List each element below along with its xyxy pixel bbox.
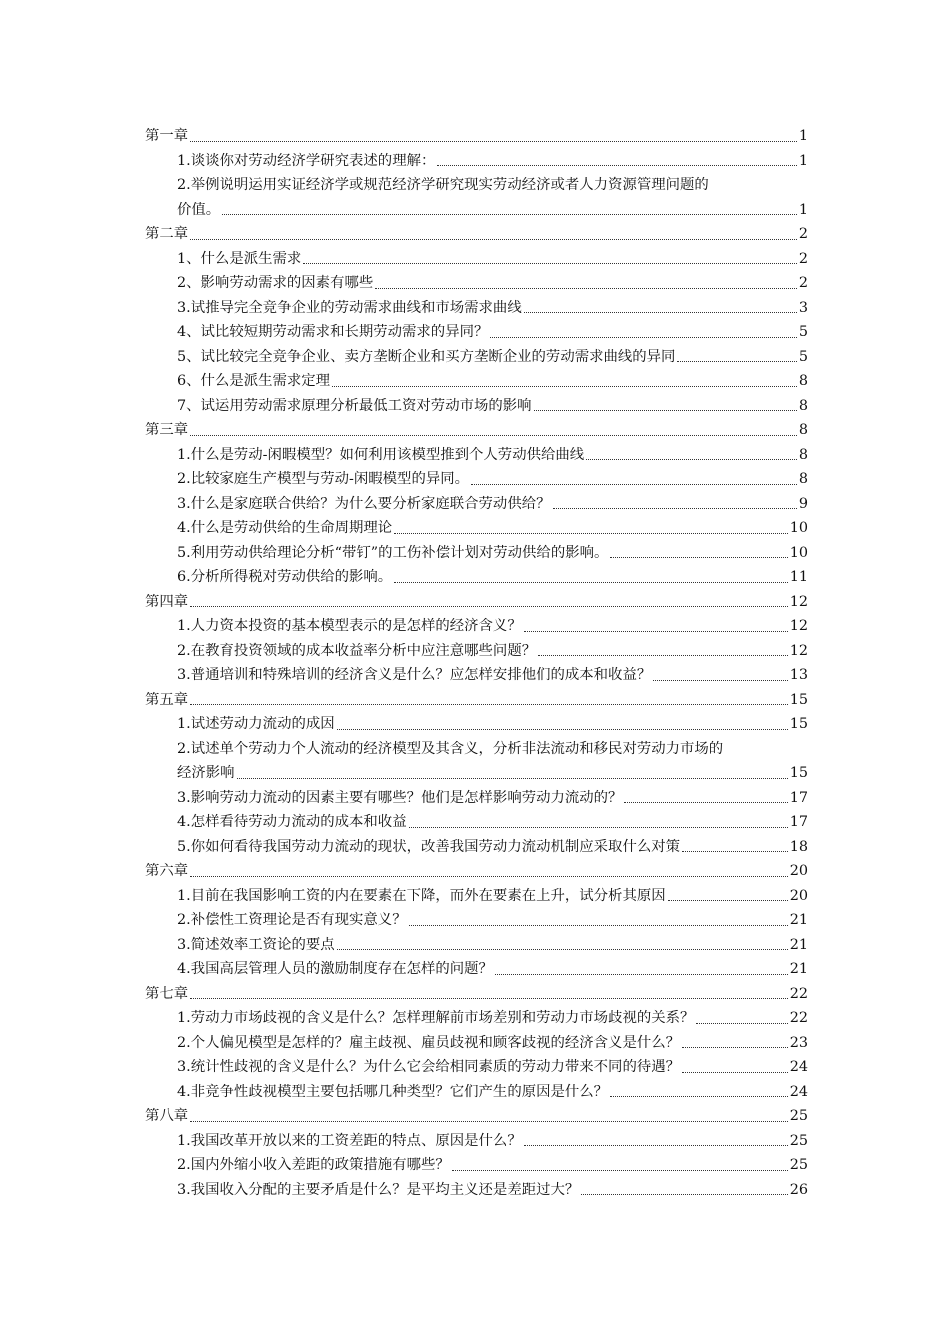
dot-leader [452,1170,788,1171]
toc-page-number: 21 [789,961,808,977]
toc-chapter-entry[interactable] [145,859,808,884]
dot-leader [337,949,788,950]
dot-leader [471,484,797,485]
toc-page-number: 3 [798,299,808,316]
dot-leader [190,239,797,240]
toc-entry[interactable] [145,247,808,272]
toc-page-number: 25 [789,1108,808,1124]
toc-entry-title: 1.劳动力市场歧视的含义是什么？怎样理解前市场差别和劳动力市场歧视的关系？ [177,1010,695,1026]
dot-leader [409,827,788,828]
toc-entry[interactable] [145,957,808,982]
toc-entry[interactable] [145,639,808,664]
toc-entry-title: 1、什么是派生需求 [177,250,302,267]
toc-entry[interactable] [145,1178,808,1203]
dot-leader [437,165,796,166]
toc-page-number: 18 [789,838,808,855]
toc-entry[interactable] [145,933,808,958]
toc-chapter-entry[interactable] [145,688,808,713]
toc-page-number: 15 [789,765,808,781]
toc-entry[interactable] [145,1129,808,1154]
dot-leader [586,459,797,460]
toc-entry-title: 1.什么是劳动-闲暇模型？如何利用该模型推到个人劳动供给曲线 [177,446,585,463]
toc-page-number: 12 [789,618,808,634]
toc-page-number: 12 [789,642,808,659]
toc-chapter-title: 第五章 [145,691,189,708]
toc-entry-wrapped[interactable] [145,737,808,786]
dot-leader [332,386,797,387]
toc-page-number: 9 [798,495,808,512]
dot-leader [190,704,788,705]
toc-page-number: 22 [789,1010,808,1026]
toc-entry-title: 2.补偿性工资理论是否有现实意义？ [177,912,407,928]
dot-leader [337,729,788,730]
toc-page-number: 23 [789,1034,808,1051]
dot-leader [524,312,797,313]
toc-page-number: 22 [789,985,808,1002]
toc-entry[interactable] [145,541,808,566]
dot-leader [624,802,787,803]
toc-entry[interactable] [145,443,808,468]
toc-page-number: 1 [798,152,808,169]
dot-leader [190,141,797,142]
toc-entry[interactable] [145,1055,808,1080]
toc-page-number: 12 [789,593,808,610]
toc-page-number: 11 [789,569,808,585]
toc-entry-title: 6.分析所得税对劳动供给的影响。 [177,569,393,585]
dot-leader [394,582,787,583]
toc-page-number: 1 [798,201,808,218]
toc-entry-title: 3.统计性歧视的含义是什么？为什么它会给相同素质的劳动力带来不同的待遇？ [177,1059,681,1075]
toc-entry[interactable] [145,394,808,419]
toc-entry-title: 3.什么是家庭联合供给？为什么要分析家庭联合劳动供给？ [177,495,551,512]
toc-entry[interactable] [145,884,808,909]
toc-chapter-title: 第二章 [145,226,189,242]
toc-page-number: 10 [789,544,808,561]
toc-page-number: 25 [789,1157,808,1173]
toc-chapter-entry[interactable] [145,418,808,443]
dot-leader [668,900,788,901]
toc-entry-title: 5.利用劳动供给理论分析“带钉”的工伤补偿计划对劳动供给的影响。 [177,544,609,561]
toc-entry-title: 1.试述劳动力流动的成因 [177,716,335,732]
toc-entry-title: 2.在教育投资领域的成本收益率分析中应注意哪些问题？ [177,642,537,659]
dot-leader [303,263,797,264]
toc-entry-title: 2.比较家庭生产模型与劳动-闲暇模型的异同。 [177,471,470,487]
toc-entry[interactable] [145,565,808,590]
dot-leader [553,508,797,509]
toc-page-number: 5 [798,324,808,340]
toc-entry-title: 2、影响劳动需求的因素有哪些 [177,275,374,291]
toc-entry-title: 3.简述效率工资论的要点 [177,936,335,953]
dot-leader [610,557,787,558]
dot-leader [490,337,796,338]
dot-leader [394,533,787,534]
dot-leader [682,1047,788,1048]
toc-chapter-entry[interactable] [145,590,808,615]
toc-entry[interactable] [145,712,808,737]
toc-page-number: 24 [789,1059,808,1075]
toc-chapter-title: 第一章 [145,128,189,144]
dot-leader [524,631,788,632]
dot-leader [190,435,797,436]
toc-entry-title: 2.个人偏见模型是怎样的？雇主歧视、雇员歧视和顾客歧视的经济含义是什么？ [177,1034,681,1051]
toc-page-number: 20 [789,887,808,904]
toc-page-number: 8 [798,397,808,414]
toc-entry-title: 3.普通培训和特殊培训的经济含义是什么？应怎样安排他们的成本和收益？ [177,667,652,683]
dot-leader [190,1121,788,1122]
toc-entry[interactable] [145,516,808,541]
dot-leader [524,1145,788,1146]
toc-chapter-title: 第四章 [145,593,189,610]
toc-entry-title: 1.谈谈你对劳动经济学研究表述的理解： [177,152,436,169]
toc-chapter-entry[interactable] [145,982,808,1007]
toc-entry-title: 4.我国高层管理人员的激励制度存在怎样的问题？ [177,961,493,977]
toc-entry[interactable] [145,1080,808,1105]
dot-leader [581,1194,787,1195]
dot-leader [237,778,788,779]
toc-entry[interactable] [145,345,808,370]
toc-entry[interactable] [145,1031,808,1056]
toc-entry[interactable] [145,149,808,174]
toc-entry-title: 4.什么是劳动供给的生命周期理论 [177,520,393,536]
toc-page-number: 5 [798,348,808,365]
toc-entry[interactable] [145,271,808,296]
toc-chapter-title: 第八章 [145,1108,189,1124]
toc-entry[interactable] [145,810,808,835]
toc-entry-title: 4.怎样看待劳动力流动的成本和收益 [177,814,407,830]
toc-chapter-entry[interactable] [145,1104,808,1129]
toc-entry-title-line2: 价值。 [177,201,221,218]
toc-page-number: 15 [789,716,808,732]
toc-entry[interactable] [145,467,808,492]
dot-leader [222,214,797,215]
toc-page-number: 21 [789,912,808,928]
toc-entry[interactable] [145,369,808,394]
dot-leader [653,680,787,681]
toc-entry[interactable] [145,663,808,688]
dot-leader [190,876,788,877]
toc-page-number: 26 [789,1181,808,1198]
dot-leader [677,361,796,362]
toc-entry[interactable] [145,1006,808,1031]
toc-page-number: 8 [798,471,808,487]
dot-leader [190,998,788,999]
toc-page-number: 25 [789,1132,808,1149]
toc-page-number: 20 [789,863,808,879]
toc-entry-title: 3.影响劳动力流动的因素主要有哪些？他们是怎样影响劳动力流动的？ [177,789,623,806]
toc-page-number: 13 [789,667,808,683]
toc-page-number: 21 [789,936,808,953]
toc-entry[interactable] [145,320,808,345]
toc-entry[interactable] [145,835,808,860]
toc-entry[interactable] [145,786,808,811]
toc-entry-title: 5、试比较完全竞争企业、卖方垄断企业和买方垄断企业的劳动需求曲线的异同 [177,348,676,365]
toc-entry-title: 1.我国改革开放以来的工资差距的特点、原因是什么？ [177,1132,522,1149]
toc-entry-title: 1.目前在我国影响工资的内在要素在下降，而外在要素在上升，试分析其原因 [177,887,666,904]
toc-page-number: 15 [789,691,808,708]
toc-page-number: 2 [798,250,808,267]
table-of-contents [145,124,808,1202]
toc-page-number: 2 [798,275,808,291]
toc-chapter-entry[interactable] [145,124,808,149]
toc-entry-title-line2: 经济影响 [177,765,235,781]
toc-page-number: 8 [798,373,808,389]
dot-leader [682,851,788,852]
toc-chapter-entry[interactable] [145,222,808,247]
dot-leader [696,1023,787,1024]
dot-leader [409,925,788,926]
toc-page-number: 1 [798,128,808,144]
dot-leader [610,1096,788,1097]
toc-entry-title: 4、试比较短期劳动需求和长期劳动需求的异同？ [177,324,489,340]
toc-entry-title: 1.人力资本投资的基本模型表示的是怎样的经济含义？ [177,618,522,634]
toc-chapter-title: 第三章 [145,422,189,438]
toc-entry-line2 [177,761,808,786]
dot-leader [375,288,797,289]
dot-leader [534,410,797,411]
toc-entry-title: 3.试推导完全竞争企业的劳动需求曲线和市场需求曲线 [177,299,522,316]
toc-page-number: 24 [789,1083,808,1100]
toc-entry-title: 7、试运用劳动需求原理分析最低工资对劳动市场的影响 [177,397,532,414]
toc-page-number: 10 [789,520,808,536]
toc-entry-title: 5.你如何看待我国劳动力流动的现状，改善我国劳动力流动机制应采取什么对策 [177,838,681,855]
toc-entry-title: 4.非竞争性歧视模型主要包括哪几种类型？它们产生的原因是什么？ [177,1083,609,1100]
toc-entry-title-line1: 2.举例说明运用实证经济学或规范经济学研究现实劳动经济或者人力资源管理问题的 [177,177,709,193]
toc-page-number: 2 [798,226,808,242]
toc-chapter-title: 第七章 [145,985,189,1002]
dot-leader [538,655,788,656]
toc-entry[interactable] [145,296,808,321]
toc-entry-line2 [177,198,808,223]
toc-entry[interactable] [145,614,808,639]
dot-leader [495,974,788,975]
toc-entry-title-line1: 2.试述单个劳动力个人流动的经济模型及其含义，分析非法流动和移民对劳动力市场的 [177,740,724,757]
toc-page-number: 8 [798,422,808,438]
toc-entry-wrapped[interactable] [145,173,808,222]
toc-entry-title: 2.国内外缩小收入差距的政策措施有哪些？ [177,1157,450,1173]
toc-entry-title: 3.我国收入分配的主要矛盾是什么？是平均主义还是差距过大？ [177,1181,580,1198]
toc-chapter-title: 第六章 [145,863,189,879]
toc-page-number: 17 [789,789,808,806]
toc-entry-title: 6、什么是派生需求定理 [177,373,331,389]
dot-leader [682,1072,788,1073]
toc-page-number: 8 [798,446,808,463]
toc-entry[interactable] [145,492,808,517]
toc-entry[interactable] [145,908,808,933]
toc-page-number: 17 [789,814,808,830]
toc-entry[interactable] [145,1153,808,1178]
dot-leader [190,606,788,607]
